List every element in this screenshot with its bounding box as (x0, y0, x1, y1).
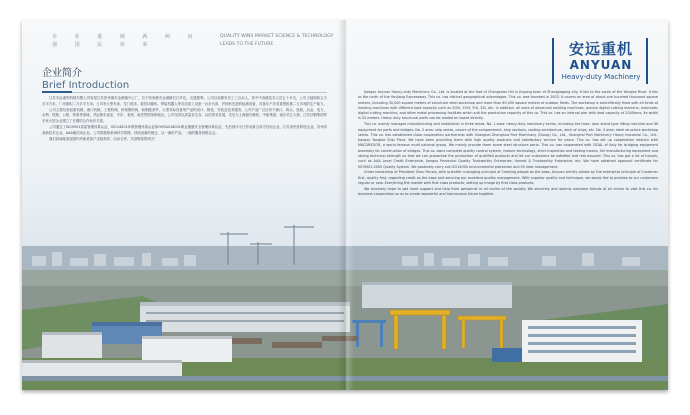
paragraph-en: Under leadership of President Zhou Fenxia, with scientific managing principle of Creating people as the base, Anyuan strictly abides by the enterprise principle of Customer first, quality first, regarding credit as the base and securing our excellent quality management. With superior quality and technique, we would like to promise to our customers regular or new. Everything the market with first class products, setting up image by first class products. (358, 170, 658, 186)
paragraph-en: Jiangsu Anyuan Heavy-duty Machinery Co., Ltd. is located at the foot of Changshan Hill in Jingang town of Zhangjiagang city. It lies to the south of the Yangtze River. It lies to the north of the Yanjiang Expressway. This co. has distinct geographical advantages. This co. was founded in 2003. It covers an area of about one hundred thousand square meters, including 30,000 square meters of structural steel workshop and more than 60,000 square meters of outdoor fields. The workshop is scientifically fixed with all kinds of hoisting machines with different load capacity such as 200t, 150t, 50t, 32t, etc. In addition, all sorts of advanced welding machines, precise digital cutting machine, automatic digital cutting machine, and other metal processing facilities which suit the production capacity of this co. This co. has an internal pier with load capacity of 2000tons, its width is 32 meters. Heavy duty structural parts can be loaded on board directly. (358, 90, 658, 121)
paragraph-en: We sincerely hope to get more support and help from personnel in all circles of the society. We sincerely and warmly welcome friends of all circles to visit this co. for business cooperation so as to create wonderful and harmonious future together. (358, 186, 658, 197)
slogan-cn: 企 业 重 阀 两 两 问 强 国 民 荣 荣 (52, 34, 194, 48)
body-text-cn (42, 96, 327, 196)
title-cn: 企业简介 (42, 68, 82, 79)
company-logo (555, 40, 647, 84)
paragraph-cn: 江苏安远重型机械有限公司原是江苏张家港市金港镇中心厂，位于张家港市金港镇长江岸边，交通便利。公司目前拥有员工三百余人，其中中高级技术人员五十多名，公司占地面积五万多平方米，厂房面积二万多平方米。公司有大型车床、龙门铣床、数控切割机、焊接机器人等各类加工设备一百多台套，并拥有先进的检测设备，具备年产各类重型机械二万多吨的生产能力。 (42, 96, 327, 106)
paragraph-en: This co. mainly manages manufacturing and installation in three areas. No. 1 area: heavy-duty machinery series, including tire hose, door stand type lifting machine and lift equipment for ports and bridges. No. 2 area: ship series, covers of the compartment, ship sections, casting architecture, deck of ships, etc. No. 3 area: steel structure workshop series. This co. has established close cooperation partnership with Shanghai Zhenghua Port Machinery (Group) Co., Ltd., Shanghai Port Machinery Heavy Industrial Co., Ltd., Jiangsu Yangtze Ship Plant. We have been providing them with high quality products and satisfactory service for years. This co. has set up cooperation relation with MACGREGOR, a world famous multi-national group. We mainly provide them some steel structure parts. This co. has cooperated with CIDAL of Italy for bridging equipment assembly for construction of bridges. This co. owns complete quality control system, mature technology, strict inspection and testing means, full manufacturing equipment and strong technical strength so that we can guarantee the production of qualified products and let our customers be satisfied and rest assured. This co. has got a lot of honors, such as AAA Level Credit Enterprise, Jiangsu Provincial Quality Trustworthy Enterprise, Honest & Trustworthy Enterprise, etc. We have obtained approval certificate for ISO9001:2000 Quality System. We positively carry out ISO14000 environmental protection and SS heat management. (358, 122, 658, 169)
slogan-en: QUALITY WINS MARKET SCIENCE & TECHNOLOGY LEADS TO THE FUTURE (220, 34, 334, 47)
right-page (345, 20, 668, 390)
logo-subtitle: Heavy-duty Machinery (561, 73, 641, 81)
logo-en: ANYUAN (569, 58, 633, 72)
title-rule (42, 92, 327, 93)
title-rule-accent (42, 91, 72, 93)
paragraph-cn: 公司通过了ISO9001质量管理体系认证、ISO14001环境管理体系认证和OHSAS18001职业健康安全管理体系认证，先后被评为江苏省重合同守信用企业、江苏省民营科技企业、苏州市高新技术企业、AAA级信用企业。公司将继续秉承科学管理、持续创新的理念，以一流的产品、一流的服务回报社会。 (42, 125, 327, 135)
title-en: Brief Introduction (42, 80, 130, 91)
paragraph-cn: 我们真诚地欢迎国内外新老客户光临指导、洽谈合作，共创辉煌的明天！ (49, 136, 158, 141)
logo-cn: 安远重机 (568, 40, 633, 58)
body-text-en (358, 90, 658, 212)
left-page (22, 20, 345, 390)
section-title (42, 68, 129, 92)
paragraph-cn: 公司主要经营起重机械、港口机械、工程机械、桥梁钢结构、船舶配套件、大型非标设备等产品的设计、制造、安装及技术服务。公司产品广泛应用于港口、码头、造船、冶金、电力、水利、铁路、公路、桥梁等领域，并远销东南亚、中东、非洲、南美等国家和地区。公司坚持以质量求生存、以信誉求发展，先后与上海振华港机、中船集团、南京长江大桥、江苏沙钢集团等多家大型企业建立了长期的合作伙伴关系。 (42, 107, 327, 123)
brochure-spread (22, 20, 668, 390)
